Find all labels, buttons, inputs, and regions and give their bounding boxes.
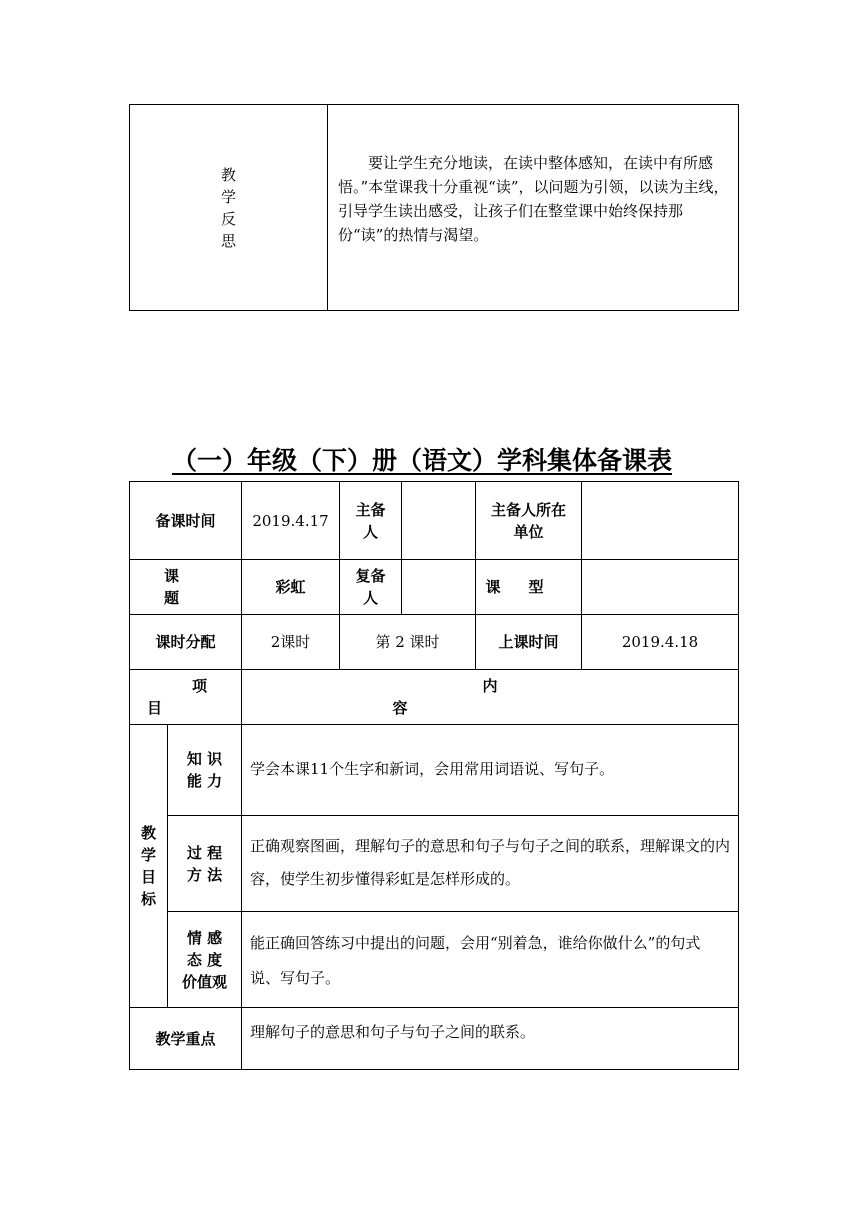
lesson-prep-table	[129, 481, 739, 1070]
goal-label-line: 方 法	[186, 865, 223, 884]
reflection-table	[129, 104, 739, 311]
main-preparer-label: 主备人	[340, 482, 402, 560]
reflection-label	[130, 105, 328, 311]
main-unit-value	[582, 482, 739, 560]
topic-value: 彩虹	[242, 560, 340, 615]
goals-label-char: 学	[140, 846, 156, 864]
goal-knowledge-text: 学会本课11个生字和新词，会用常用词语说、写句子。	[242, 725, 739, 816]
goals-label-char: 标	[140, 890, 156, 908]
hours-label: 课时分配	[130, 615, 242, 670]
key-points-text: 理解句子的意思和句子与句子之间的联系。	[242, 1008, 739, 1070]
class-time-value: 2019.4.18	[582, 615, 739, 670]
page-title: （一）年级（下）册（语文）学科集体备课表	[171, 446, 672, 475]
goal-emotion-text: 能正确回答练习中提出的问题，会用“别着急，谁给你做什么”的句式说、写句子。	[242, 912, 739, 1008]
lesson-number: 第 2 课时	[340, 615, 476, 670]
co-preparer-value	[402, 560, 476, 615]
co-preparer-label: 复备人	[340, 560, 402, 615]
reflection-label-char: 思	[220, 231, 236, 250]
goal-label-line: 能 力	[186, 772, 223, 790]
goal-label-line: 过 程	[186, 843, 223, 862]
goals-label-char: 目	[140, 868, 156, 886]
goal-emotion-label	[168, 912, 242, 1008]
goal-knowledge-label	[168, 725, 242, 816]
reflection-text: 要让学生充分地读，在读中整体感知，在读中有所感悟。”本堂课我十分重视“读”，以问题为引领，以读为主线，引导学生读出感受，让孩子们在整堂课中始终保持那份“读”的热情与渴望。	[338, 154, 729, 244]
goals-label	[130, 725, 168, 1008]
lesson-type-label-cell	[476, 560, 582, 615]
item-label-cell	[130, 670, 270, 725]
lesson-type-value	[582, 560, 739, 615]
content-label-cell	[242, 670, 739, 725]
goal-label-line: 态 度	[186, 950, 223, 969]
topic-label: 课题	[164, 567, 208, 607]
content-label: 内容	[392, 677, 678, 717]
reflection-label-char: 学	[220, 187, 236, 206]
goal-label-line: 情 感	[186, 928, 223, 947]
goal-label-line: 价值观	[182, 972, 228, 991]
reflection-label-char: 反	[220, 209, 236, 228]
prep-time-value: 2019.4.17	[242, 482, 340, 560]
main-preparer-value	[402, 482, 476, 560]
goal-label-line: 知 识	[186, 750, 223, 768]
goals-label-char: 教	[140, 824, 156, 842]
hours-value: 2课时	[242, 615, 340, 670]
class-time-label: 上课时间	[476, 615, 582, 670]
key-points-label: 教学重点	[130, 1008, 242, 1070]
goal-process-text: 正确观察图画，理解句子的意思和句子与句子之间的联系，理解课文的内容，使学生初步懂得彩虹是怎样形成的。	[242, 816, 739, 912]
lesson-type-label: 课型	[485, 578, 572, 596]
goal-process-label	[168, 816, 242, 912]
main-unit-label: 主备人所在单位	[476, 482, 582, 560]
topic-label-cell	[130, 560, 242, 615]
item-label: 项目	[147, 677, 270, 717]
reflection-label-char: 教	[220, 165, 236, 184]
prep-time-label: 备课时间	[130, 482, 242, 560]
